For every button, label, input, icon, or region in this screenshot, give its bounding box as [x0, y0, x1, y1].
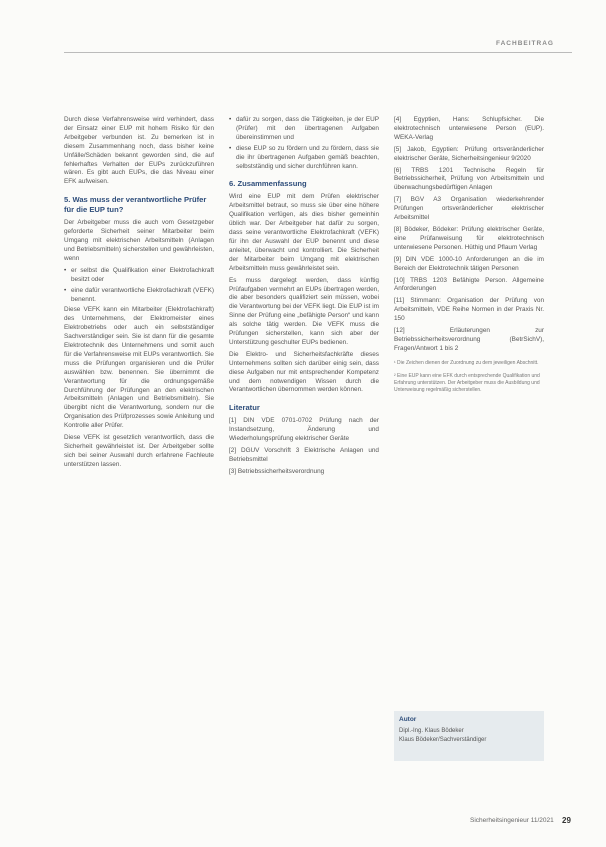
paragraph: Durch diese Verfahrensweise wird verhindert, dass der Einsatz einer EUP mit hohem Risiko für den Arbeitgeber verbunden ist. Zu bemerken ist in diesem Zusammenhang noch, dass bisher keine Unfälle/Schäden bekannt geworden sind, die auf fehlerhaftes Verhalten der EUPs zurückzuführen wären. Es gibt auch EUPs, die das Niveau einer EFK aufweisen.: [64, 116, 214, 186]
reference-item: [4] Egyptien, Hans: Schlupfsicher. Die elektrotechnisch unterwiesene Person (EUP). WEKA-Verlag: [394, 116, 544, 141]
bullet-item: • diese EUP so zu fördern und zu fördern, dass sie die ihr übertragenen Aufgaben gemäß beachten, selbstständig und sicher durchführen kann.: [229, 145, 379, 172]
section-label: FACHBEITRAG: [496, 40, 554, 47]
column-1: [64, 116, 214, 473]
reference-item: [3] Betriebssicherheitsverordnung: [229, 467, 325, 475]
paragraph: Es muss dargelegt werden, dass künftig Prüfaufgaben vermehrt an EUPs übertragen werden, die aber besonders qualifiziert sein müssen, wobei die Verantwortung bei der VEFK liegt. Die EUP ist im Sinne der Prüfung eine „befähigte Person“ und kann als solche tätig werden. Die VEFK muss die Prüfungen sicherstellen, kann sich aber der Unterstützung geschulter EUPs bedienen.: [229, 276, 379, 346]
paragraph: Die Elektro- und Sicherheitsfachkräfte dieses Unternehmens sollten sich darüber einig sein, dass diese Aufgaben nur mit entsprechender Kompetenz und dem notwendigen Wissen durch die Verantwortlichen übernommen werden können.: [229, 350, 379, 394]
reference-item: [10] TRBS 1203 Befähigte Person. Allgemeine Anforderungen: [394, 276, 544, 293]
reference-item: [5] Jakob, Egyptien: Prüfung ortsveränderlicher elektrischer Geräte, Sicherheitsingenieur 9/2020: [394, 145, 544, 162]
header-rule: [64, 52, 572, 53]
paragraph: Wird eine EUP mit dem Prüfen elektrischer Arbeitsmittel betraut, so muss sie über eine höhere Qualifikation verfügen, als dies bisher gemeinhin üblich war. Der Arbeitgeber hat dafür zu sorgen, dass seine verantwortliche Elektrofachkraft (VEFK) für ihn der Auswahl der EUP benennt und diese anleitet, überwacht und kontrolliert. Die Sicherheit der Mitarbeiter beim Umgang mit elektrischen Arbeitsmitteln muss gewährleistet sein.: [229, 193, 379, 272]
bullet-item: • dafür zu sorgen, dass die Tätigkeiten, je der EUP (Prüfer) mit den übertragenen Aufgaben übereinstimmen und: [229, 116, 379, 143]
author-box: [394, 711, 544, 761]
section-heading: 5. Was muss der verantwortliche Prüfer für die EUP tun?: [64, 195, 207, 215]
page-number: 29: [562, 816, 571, 825]
author-name: Dipl.-Ing. Klaus Bödeker: [399, 728, 464, 734]
reference-item: [6] TRBS 1201 Technische Regeln für Betriebssicherheit, Prüfung von Arbeitsmitteln und überwachungsbedürftigen Anlagen: [394, 166, 544, 192]
author-title: Autor: [399, 716, 417, 723]
reference-item: [2] DGUV Vorschrift 3 Elektrische Anlagen und Betriebsmittel: [229, 447, 379, 463]
literature-heading: Literatur: [229, 403, 260, 413]
bullet-item: • er selbst die Qualifikation einer Elektrofachkraft besitzt oder: [64, 267, 214, 285]
paragraph: Der Arbeitgeber muss die auch vom Gesetzgeber geforderte Sicherheit seiner Mitarbeiter beim Umgang mit elektrischen Arbeitsmitteln (Anlagen und Betriebsmitteln) sicherstellen und gewährleisten, wenn: [64, 219, 214, 262]
footnote: ² Eine EUP kann eine EFK durch entsprechende Qualifikation und Erfahrung unterstützen. Der Arbeitgeber muss die Ausbildung und Unterweisung regelmäßig sicherstellen.: [394, 372, 540, 393]
author-affiliation: Klaus Bödeker/Sachverständiger: [399, 737, 487, 743]
reference-item: [11] Stimmann: Organisation der Prüfung von Arbeitsmitteln, VDE Reihe Normen in der Praxis Nr. 150: [394, 297, 544, 323]
reference-item: [8] Bödeker, Bödeker: Prüfung elektrischer Geräte, eine Prüfanweisung für elektrotechnisch unterwiesene Personen. Hüthig und Pflaum Verlag: [394, 225, 544, 251]
bullet-item: • eine dafür verantwortliche Elektrofachkraft (VEFK) benennt.: [64, 287, 214, 305]
reference-item: [1] DIN VDE 0701-0702 Prüfung nach der Instandsetzung, Änderung und Wiederholungsprüfung elektrischer Geräte: [229, 417, 379, 443]
reference-item: [9] DIN VDE 1000-10 Anforderungen an die im Bereich der Elektrotechnik tätigen Personen: [394, 255, 544, 272]
reference-item: [12] Erläuterungen zur Betriebssicherheitsverordnung (BetrSichV), Fragen/Antwort 1 bis 2: [394, 327, 544, 352]
column-3: [394, 116, 544, 394]
column-2: [229, 116, 379, 480]
paragraph: Diese VEFK kann ein Mitarbeiter (Elektrofachkraft) des Unternehmens, der Elektromeister eines Elektrobetriebs oder auch ein selbstständiger Sachverständiger sein. Sie ist dann für die gesamte Elektrotechnik des Unternehmens und somit auch für die Verfahrensweise mit EUPs verantwortlich. Sie muss die Prüfungen organisieren und die Prüfer auswählen bzw. benennen. Sie übernimmt die Verantwortung für die ordnungsgemäße Durchführung der Prüfungen an den elektrischen Arbeitsmitteln (Anlagen und Betriebsmitteln). Sie übergibt nicht die Verantwortung, sondern nur die Organisation des Prüfprozesses sowie Anleitung und Kontrolle aller Prüfer.: [64, 306, 214, 430]
footnote: ¹ Die Zeichen dienen der Zuordnung zu dem jeweiligen Abschnitt.: [394, 359, 539, 366]
reference-item: [7] BGV A3 Organisation wiederkehrender Prüfungen ortsveränderlicher elektrischer Arbeitsmittel: [394, 196, 544, 222]
paragraph: Diese VEFK ist gesetzlich verantwortlich, dass die Sicherheit gewährleistet ist. Der Arbeitgeber sollte sich bei seiner Auswahl durch erfahrene Fachleute unterstützen lassen.: [64, 434, 214, 468]
section-heading: 6. Zusammenfassung: [229, 179, 307, 189]
journal-footer: Sicherheitsingenieur 11/2021: [470, 817, 554, 824]
